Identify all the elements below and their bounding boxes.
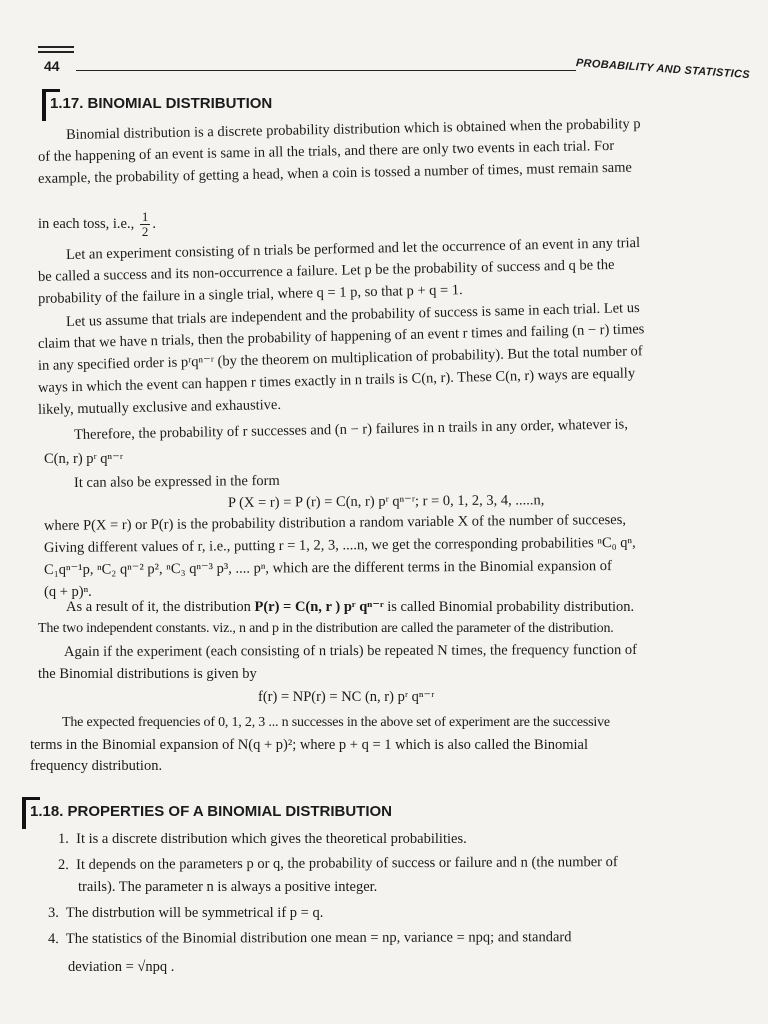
item-text: The distrbution will be symmetrical if p = q. (65, 905, 324, 921)
p1-line2: of the happening of an event is same in all the trials, and there are only two events in each trial. For (37, 137, 615, 165)
property-item-3 (48, 906, 323, 921)
p9-line1: The expected frequencies of 0, 1, 2, 3 ... n successes in the above set of experiment are the successive (62, 715, 610, 730)
p7-line1-end: is called Binomial probability distribution. (383, 599, 635, 615)
p3-line3: in any specified order is pʳqⁿ⁻ʳ (by the theorem on multiplication of probability). But the total number of (37, 343, 643, 374)
heading-bar (22, 797, 26, 829)
header-rule (76, 70, 576, 71)
p6-line2: Giving different values of r, i.e., putting r = 1, 2, 3, ....n, we get the corresponding probabilities ⁿC₀ qⁿ, (43, 534, 636, 556)
p8-equation: f(r) = NP(r) = NC (n, r) pʳ qⁿ⁻ʳ (258, 689, 435, 705)
section-number: 1.18. (30, 803, 64, 820)
p1-line1: Binomial distribution is a discrete probability distribution which is obtained when the probability p (65, 115, 641, 143)
heading-tick (42, 89, 60, 92)
p1-line3: example, the probability of getting a head, when a coin is tossed a number of times, must remain same (37, 159, 632, 187)
p3-line2: claim that we have n trials, then the probability of happening of an event r times and failing (n − r) times (37, 321, 645, 352)
p1-line4: in each toss, i.e., $\frac{1}{2}$ . (38, 209, 156, 240)
header-rule-mark (38, 46, 74, 56)
property-item-2 (58, 855, 618, 872)
p2-line3: probability of the failure in a single trial, where q = 1 p, so that p + q = 1. (37, 282, 463, 307)
property-item-2-cont: trails). The parameter n is always a positive integer. (78, 879, 378, 895)
p3-line1: Let us assume that trials are independent and the probability of success is same in each trial. Let us (65, 299, 640, 330)
p4-line2: C(n, r) pʳ qⁿ⁻ʳ (44, 451, 123, 467)
section-heading-1-18 (30, 803, 392, 820)
heading-tick (22, 797, 40, 800)
running-title: PROBABILITY AND STATISTICS (575, 57, 751, 82)
fraction-denominator: 2 (141, 224, 149, 240)
item-number: 1. (58, 831, 69, 847)
p7-line2: The two independent constants. viz., n and p in the distribution are called the parameter of the distribution. (38, 621, 614, 636)
binomial-formula-bold: P(r) = C(n, r ) pʳ qⁿ⁻ʳ (254, 599, 384, 615)
section-title: BINOMIAL DISTRIBUTION (87, 95, 273, 112)
section-heading-1-17 (50, 95, 272, 112)
item-text: It depends on the parameters p or q, the probability of success or failure and n (the number of (76, 854, 618, 873)
property-item-1 (58, 832, 467, 847)
p2-line2: be called a success and its non-occurrence a failure. Let p be the probability of success and q be the (37, 256, 615, 285)
item-number: 4. (47, 930, 59, 947)
p7-line1 (66, 600, 634, 615)
item-text: It is a discrete distribution which gives the theoretical probabilities. (76, 831, 467, 847)
p9-line2: terms in the Binomial expansion of N(q + p)²; where p + q = 1 which is also called the Binomial (30, 737, 589, 753)
p2-line1: Let an experiment consisting of n trials be performed and let the occurrence of an event in any trial (65, 234, 641, 263)
p3-line5: likely, mutually exclusive and exhaustive. (37, 396, 282, 418)
section-number: 1.17. (50, 95, 84, 112)
fraction-one-half (140, 210, 151, 240)
item-number: 2. (57, 856, 69, 873)
item-text: The statistics of the Binomial distribution one mean = np, variance = npq; and standard (65, 929, 572, 947)
p6-line3: C₁qⁿ⁻¹p, ⁿC₂ qⁿ⁻² p², ⁿC₃ qⁿ⁻³ p³, .... pⁿ, which are the different terms in the Binomial expansion of (43, 558, 612, 578)
p3-line4: ways in which the event can happen r times exactly in n trails is C(n, r). These C(n, r) ways are equally (37, 365, 636, 396)
p8-line1: Again if the experiment (each consisting of n trials) be repeated N times, the frequency function of (63, 642, 637, 660)
p6-line4: (q + p)ⁿ. (44, 584, 92, 600)
p4-line1: Therefore, the probability of r successes and (n − r) failures in n trails in any order, whatever is, (73, 416, 629, 443)
section-title: PROPERTIES OF A BINOMIAL DISTRIBUTION (67, 803, 393, 820)
page-number: 44 (44, 58, 60, 74)
heading-bar (42, 89, 46, 121)
p9-line3: frequency distribution. (30, 758, 163, 774)
p5-equation: P (X = r) = P (r) = C(n, r) pʳ qⁿ⁻ʳ; r = 0, 1, 2, 3, 4, .....n, (227, 492, 545, 511)
p7-line1-start: As a result of it, the distribution (66, 599, 255, 615)
p8-line2: the Binomial distributions is given by (38, 666, 257, 682)
p1-line4-text: in each toss, i.e., (38, 216, 138, 233)
p6-line1: where P(X = r) or P(r) is the probability distribution a random variable X of the number of succeses, (43, 511, 627, 534)
item-number: 3. (48, 905, 59, 921)
fraction-numerator: 1 (141, 209, 149, 224)
property-item-4 (48, 930, 572, 946)
p5-line1: It can also be expressed in the form (73, 472, 280, 491)
property-item-4-cont: deviation = √npq . (68, 959, 175, 975)
